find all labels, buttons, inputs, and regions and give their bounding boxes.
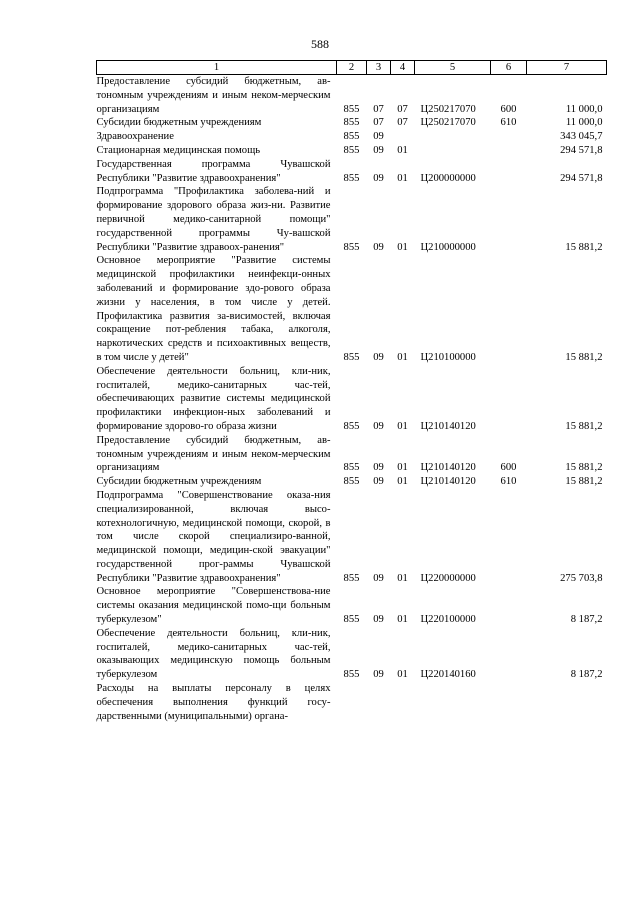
budget-table [96,60,607,723]
row-section: 09 [373,131,384,143]
row-subsection: 01 [397,351,408,363]
row-name: Подпрограмма "Совершенствование оказа-ния специализированной, включая высо-котехнологичную, медицинской помощи, скорой, в том числе скорой специализиро-ванной, медицинской помощи, медицин-ской эвакуации" государственной прог-раммы Чувашской Республики "Развитие здравоохранения" [96,489,331,584]
row-expense-type [491,585,527,626]
row-subsection: 01 [397,420,408,432]
table-row [97,434,607,475]
row-section: 09 [373,476,384,488]
row-ministry-code: 855 [343,572,360,584]
row-ministry-code: 855 [343,144,360,156]
row-expense-type [491,158,527,186]
row-ministry-code: 855 [343,462,360,474]
row-subsection: 01 [397,241,408,253]
row-ministry-code: 855 [343,351,360,363]
page-number: 588 [311,37,329,51]
row-expense-type: 600 [500,103,517,115]
row-expense-type [491,130,527,144]
row-name: Субсидии бюджетным учреждениям [96,476,262,488]
row-name: Обеспечение деятельности больниц, кли-ник, госпиталей, медико-санитарных час-тей, оказывающих медицинскую помощь больным туберкулезом [96,627,331,681]
row-target-item: Ц210140120 [420,420,476,432]
row-section: 09 [373,420,384,432]
row-ministry-code: 855 [343,614,360,626]
row-target-item: Ц210000000 [420,241,476,253]
row-subsection: 01 [397,572,408,584]
row-target-item [415,682,491,723]
table-row [97,158,607,186]
row-section: 09 [373,614,384,626]
row-amount: 294 571,8 [560,172,603,184]
row-expense-type: 610 [500,117,517,129]
row-expense-type: 610 [500,476,517,488]
row-subsection: 01 [397,614,408,626]
row-target-item: Ц250217070 [420,103,476,115]
row-name: Стационарная медицинская помощь [96,144,261,156]
table-row [97,585,607,626]
table-header [97,61,607,75]
row-subsection [391,682,415,723]
row-target-item: Ц250217070 [420,117,476,129]
row-amount [527,682,607,723]
row-ministry-code: 855 [343,131,360,143]
row-name: Расходы на выплаты персоналу в целях обеспечения выполнения функций госу-дарственными (муниципальными) органа- [96,683,331,722]
row-name: Предоставление субсидий бюджетным, ав-тономным учреждениям и иным неком-мерческим организациям [96,76,331,115]
table-row [97,489,607,586]
row-amount: 15 881,2 [565,420,603,432]
row-amount: 275 703,8 [560,572,603,584]
row-ministry-code: 855 [343,476,360,488]
row-subsection [391,130,415,144]
row-expense-type [491,185,527,254]
header-col-6: 6 [491,61,527,75]
row-name: Основное мероприятие "Совершенствова-ние системы оказания медицинской помо-щи больным туберкулезом" [96,586,331,626]
row-name: Государственная программа Чувашской Республики "Развитие здравоохранения" [96,158,331,184]
header-col-4: 4 [391,61,415,75]
row-name: Основное мероприятие "Развитие системы медицинской профилактики неинфекци-онных заболеваний и формирование здо-рового образа жизни у населения, в том числе у детей. Профилактика развития за-висимостей, включая сокращение пот-ребления табака, алкоголя, наркотических средств и психоактивных веществ, в том числе у детей" [96,255,331,363]
table-row [97,682,607,723]
table-row [97,254,607,364]
row-ministry-code: 855 [343,669,360,681]
row-ministry-code: 855 [343,117,360,129]
row-amount: 8 187,2 [570,669,603,681]
row-amount: 8 187,2 [570,614,603,626]
row-name: Подпрограмма "Профилактика заболева-ний и формирование здорового образа жиз-ни. Развитие первичной медико-санитарной помощи" государственной программы Чу-вашской Республики "Развитие здравоох-ранения" [96,186,331,253]
row-target-item: Ц210140120 [420,476,476,488]
row-section: 09 [373,144,384,156]
row-name: Субсидии бюджетным учреждениям [96,117,262,129]
row-ministry-code: 855 [343,420,360,432]
row-target-item: Ц220100000 [420,614,476,626]
row-subsection: 01 [397,476,408,488]
row-section: 09 [373,669,384,681]
row-target-item: Ц200000000 [420,172,476,184]
row-amount: 15 881,2 [565,241,603,253]
row-section: 09 [373,462,384,474]
row-subsection: 07 [397,117,408,129]
table-row [97,130,607,144]
row-subsection: 01 [397,172,408,184]
row-target-item: Ц220000000 [420,572,476,584]
row-name: Здравоохранение [96,131,174,143]
row-subsection: 01 [397,669,408,681]
table-row [97,185,607,254]
row-ministry-code: 855 [343,241,360,253]
row-expense-type [491,489,527,586]
row-section: 07 [373,117,384,129]
table-row [97,116,607,130]
row-expense-type [491,365,527,434]
header-col-3: 3 [367,61,391,75]
row-subsection: 01 [397,462,408,474]
row-section [367,682,391,723]
row-amount: 343 045,7 [560,131,603,143]
row-subsection: 07 [397,103,408,115]
table-row [97,627,607,682]
row-section: 07 [373,103,384,115]
header-col-2: 2 [337,61,367,75]
row-target-item [415,130,491,144]
row-ministry-code: 855 [343,172,360,184]
row-subsection: 01 [397,144,408,156]
row-ministry-code: 855 [343,103,360,115]
row-name: Предоставление субсидий бюджетным, ав-тономным учреждениям и иным неком-мерческим организациям [96,434,331,474]
row-section: 09 [373,172,384,184]
header-col-5: 5 [415,61,491,75]
row-section: 09 [373,351,384,363]
row-target-item: Ц210100000 [420,351,476,363]
row-section: 09 [373,572,384,584]
row-ministry-code [337,682,367,723]
row-amount: 15 881,2 [565,351,603,363]
row-expense-type: 600 [500,462,517,474]
row-amount: 15 881,2 [565,462,603,474]
row-amount: 11 000,0 [565,117,603,129]
table-body [97,75,607,724]
table-row [97,365,607,434]
row-target-item: Ц220140160 [420,669,476,681]
header-col-7: 7 [527,61,607,75]
row-expense-type [491,627,527,682]
row-expense-type [491,682,527,723]
row-name: Обеспечение деятельности больниц, кли-ник, госпиталей, медико-санитарных час-тей, обеспечивающих развитие системы медицинской профилактики инфекцион-ных заболеваний и формирование здорово-го образа жизни [96,365,331,432]
row-expense-type [491,254,527,364]
row-expense-type [491,144,527,158]
table-row [97,75,607,117]
table-row [97,475,607,489]
row-amount: 294 571,8 [560,144,603,156]
row-target-item: Ц210140120 [420,462,476,474]
row-target-item [415,144,491,158]
header-row [97,61,607,75]
row-amount: 15 881,2 [565,476,603,488]
header-col-1: 1 [97,61,337,75]
table-row [97,144,607,158]
row-section: 09 [373,241,384,253]
row-amount: 11 000,0 [565,103,603,115]
